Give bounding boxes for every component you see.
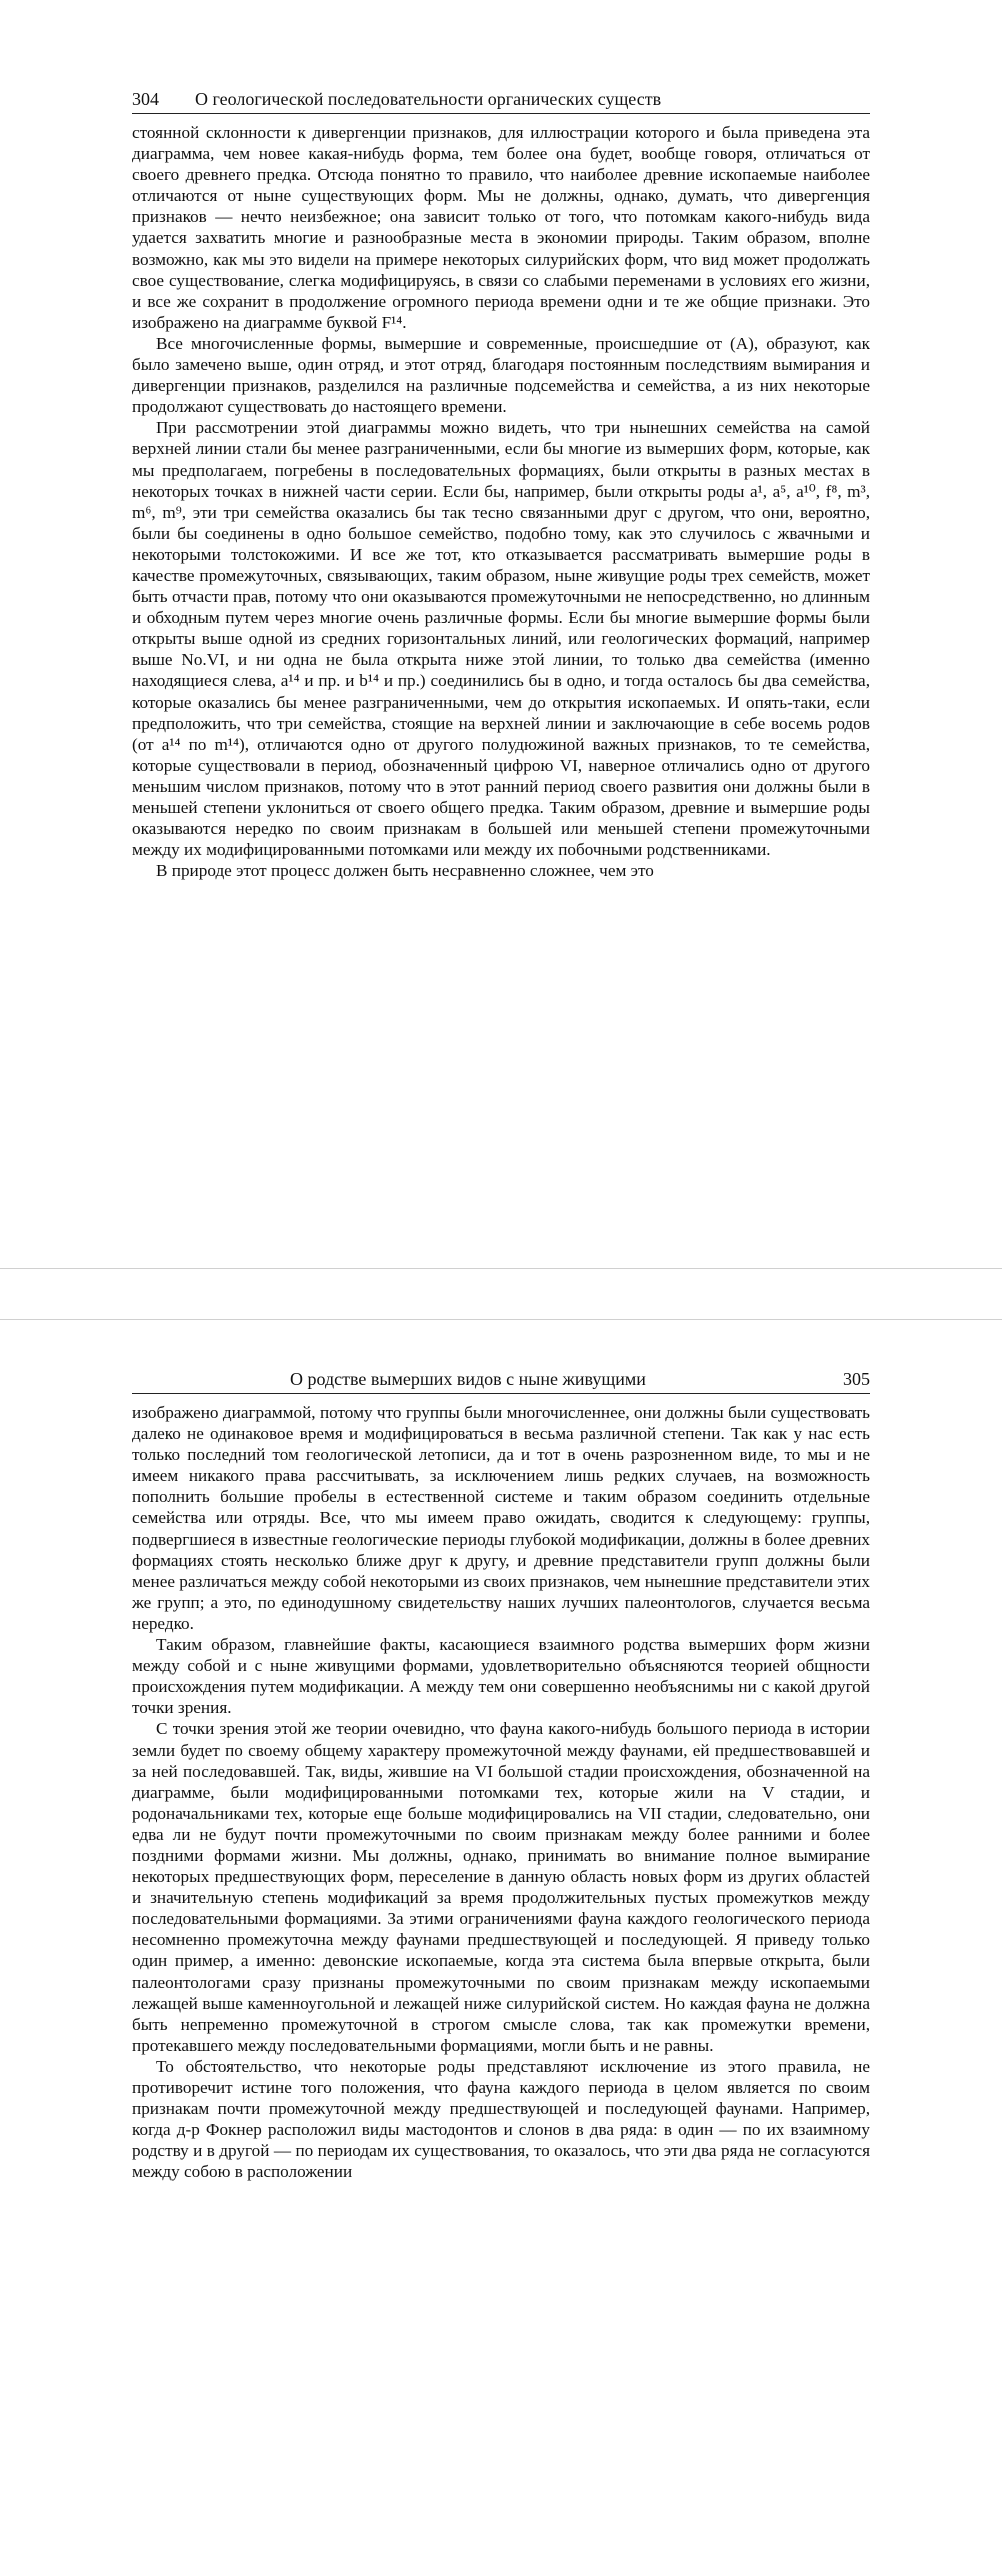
paragraph: Таким образом, главнейшие факты, касающиеся взаимного родства вымерших форм жизни между собой и с ныне живущими формами, удовлетворительно объясняются теорией общности происхождения путем модификации. А между тем они совершенно необъяснимы ни с какой другой точки зрения. [132, 1635, 870, 1718]
page-304 [0, 0, 1002, 1268]
page-number: 305 [843, 1369, 870, 1389]
page-number: 304 [132, 89, 159, 109]
page-separator [0, 1268, 1002, 1320]
paragraph: изображено диаграммой, потому что группы были многочисленнее, они должны были существовать далеко не одинаковое время и модифицироваться в весьма различной степени. Так как у нас есть только последний том геологической летописи, да и тот в очень разрозненном виде, то мы и не имеем никакого права рассчитывать, за исключением лишь редких случаев, на возможность пополнить большие пробелы в естественной системе и таким образом соединить отдельные семейства или отряды. Все, что мы имеем право ожидать, сводится к следующему: группы, подвергшиеся в известные геологические периоды глубокой модификации, должны в более древних формациях стоять несколько ближе друг к другу, и древние представители групп должны были менее различаться между собой некоторыми из своих признаков, чем нынешние представители этих же групп; а это, по единодушному свидетельству наших лучших палеонтологов, случается весьма нередко. [132, 1403, 870, 1633]
running-head [132, 1368, 870, 1394]
paragraph: стоянной склонности к дивергенции признаков, для иллюстрации которого и была приведена эта диаграмма, чем новее какая-нибудь форма, тем более она будет, вообще говоря, отличаться от своего древнего предка. Отсюда понятно то правило, что наиболее древние ископаемые наиболее отличаются от ныне существующих форм. Мы не должны, однако, думать, что дивергенция признаков — нечто неизбежное; она зависит только от того, что потомкам какого-нибудь вида удается захватить многие и разнообразные места в экономии природы. Таким образом, вполне возможно, как мы это видели на примере некоторых силурийских форм, что вид может продолжать свое существование, слегка модифицируясь, в связи со слабыми переменами в условиях его жизни, и все же сохранит в продолжение огромного периода времени одни и те же общие признаки. Это изображено на диаграмме буквой F¹⁴. [132, 123, 870, 332]
page-305 [0, 1320, 1002, 2554]
paragraph: С точки зрения этой же теории очевидно, что фауна какого-нибудь большого периода в истории земли будет по своему общему характеру промежуточной между фаунами, ей предшествовавшей и за ней последовавшей. Так, виды, жившие на VI большой стадии происхождения, обозначенной на диаграмме, были модифицированными потомками тех, которые жили на V стадии, и родоначальниками тех, которые еще больше модифицировались на VII стадии, следовательно, они едва ли не будут почти промежуточными по своим признакам между более ранними и более поздними формами жизни. Мы должны, однако, принимать во внимание полное вымирание некоторых предшествующих форм, переселение в данную область новых форм из других областей и значительную степень модификаций за время продолжительных пустых промежутков между последовательными формациями. За этими ограничениями фауна каждого геологического периода несомненно промежуточна между фаунами предшествующей и последующей. Я приведу только один пример, а именно: девонские ископаемые, когда эта система была впервые открыта, были палеонтологами сразу признаны промежуточными по своим признакам между ископаемыми лежащей выше каменноугольной и лежащей ниже силурийской систем. Но каждая фауна не должна быть непременно промежуточной в строгом смысле слова, так как промежутки времени, протекавшего между последовательными формациями, могли быть и не равны. [132, 1719, 870, 2055]
running-title: О родстве вымерших видов с ныне живущими [290, 1369, 646, 1389]
running-head [132, 88, 870, 114]
body-text [132, 122, 870, 881]
paragraph: При рассмотрении этой диаграммы можно видеть, что три нынешних семейства на самой верхней линии стали бы менее разграниченными, если бы многие из вымерших форм, которые, как мы предполагаем, погребены в последовательных формациях, были открыты в разных местах в некоторых точках в нижней части серии. Если бы, например, были открыты роды a¹, a⁵, a¹⁰, f⁸, m³, m⁶, m⁹, эти три семейства оказались бы так тесно связанными друг с другом, что они, вероятно, были бы соединены в одно большое семейство, подобно тому, как это случилось с жвачными и некоторыми толстокожими. И все же тот, кто отказывается рассматривать вымершие роды в качестве промежуточных, связывающих, таким образом, ныне живущие роды трех семейств, может быть отчасти прав, потому что они оказываются промежуточными не непосредственно, но длинным и обходным путем через многие очень различные формы. Если бы многие вымершие формы были открыты выше одной из средних горизонтальных линий, или геологических формаций, например выше No.VI, и ни одна не была открыта ниже этой линии, то только два семейства (именно находящиеся слева, a¹⁴ и пр. и b¹⁴ и пр.) соединились бы в одно, и тогда осталось бы два семейства, которые оказались бы менее разграниченными, чем до открытия ископаемых. И опять-таки, если предположить, что три семейства, стоящие на верхней линии и заключающие в себе восемь родов (от a¹⁴ по m¹⁴), отличаются одно от другого полудюжиной важных признаков, то те семейства, которые существовали в период, обозначенный цифрою VI, наверное отличались одно от другого меньшим числом признаков, потому что в этот ранний период своего развития они должны были в меньшей степени уклониться от своего общего предка. Таким образом, древние и вымершие роды оказываются нередко по своим признакам в большей или меньшей степени промежуточными между их модифицированными потомками или между их побочными родственниками. [132, 418, 870, 860]
paragraph: То обстоятельство, что некоторые роды представляют исключение из этого правила, не противоречит истине того положения, что фауна каждого периода в целом является по своим признакам почти промежуточной между предшествующей и последующей фаунами. Например, когда д-р Фокнер расположил виды мастодонтов и слонов в два ряда: в один — по их взаимному родству и в другой — по периодам их существования, то оказалось, что эти два ряда не согласуются между собою в расположении [132, 2056, 870, 2182]
paragraph: Все многочисленные формы, вымершие и современные, происшедшие от (A), образуют, как было замечено выше, один отряд, и этот отряд, благодаря постоянным последствиям вымирания и дивергенции признаков, разделился на различные подсемейства и семейства, а из них некоторые продолжают существовать до настоящего времени. [132, 333, 870, 417]
body-text [132, 1402, 870, 2182]
paragraph: В природе этот процесс должен быть несравненно сложнее, чем это [156, 861, 654, 881]
running-title: О геологической последовательности органических существ [195, 89, 662, 109]
